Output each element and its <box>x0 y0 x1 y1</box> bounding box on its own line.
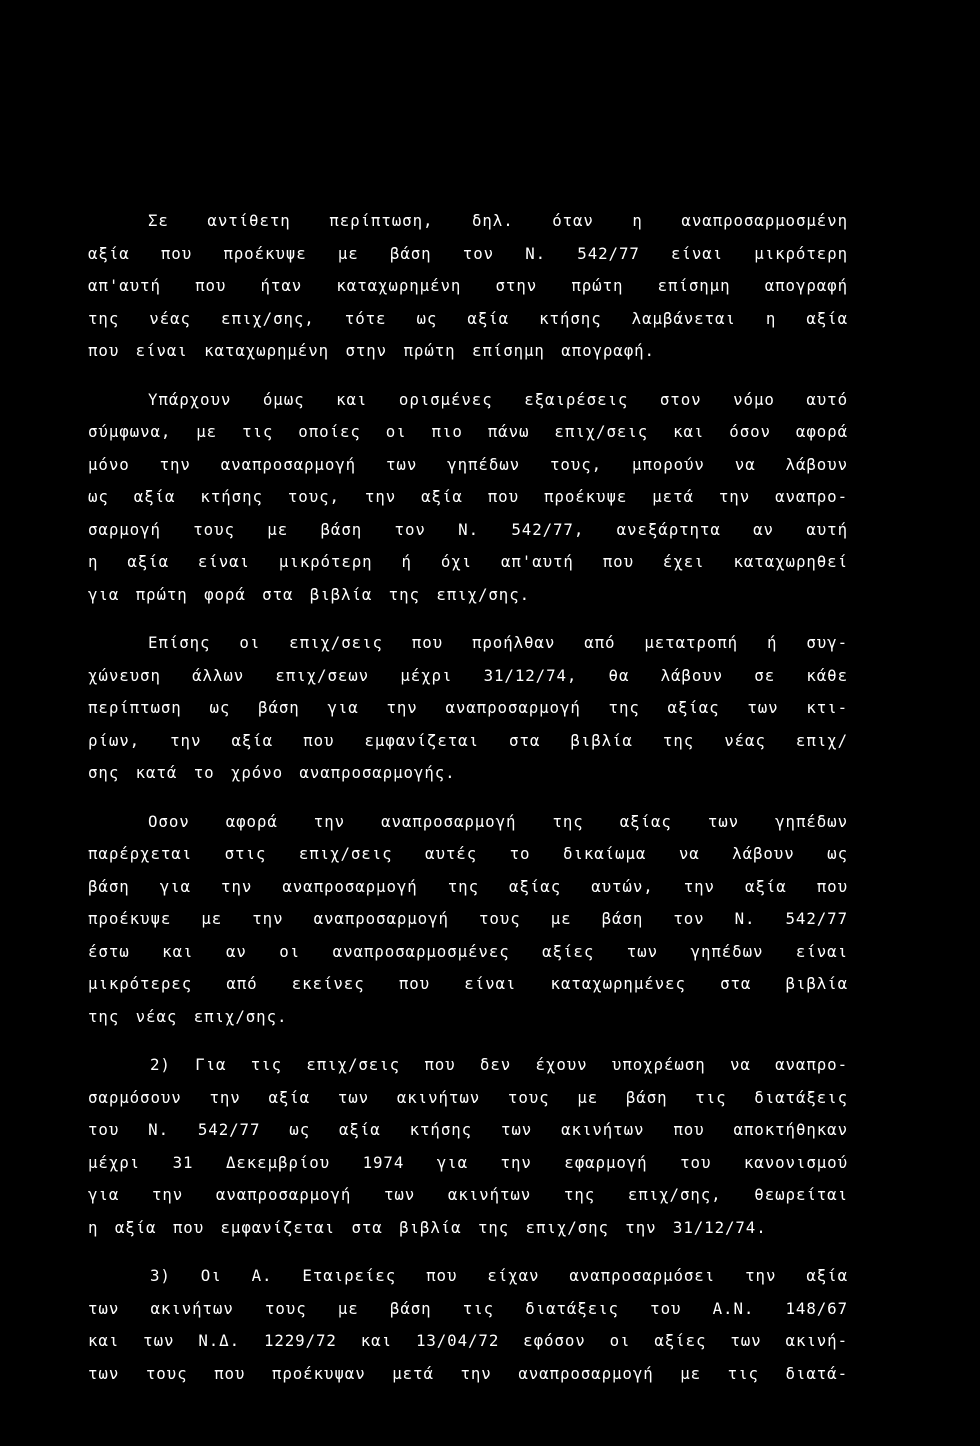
document-body <box>88 205 848 1406</box>
text-line: μόνο την αναπροσαρμογή των γηπέδων τους, μπορούν να λάβουν <box>88 454 848 474</box>
text-line: παρέρχεται στις επιχ/σεις αυτές το δικαίωμα να λάβουν ως <box>88 844 848 863</box>
text-line: απ'αυτή που ήταν καταχωρημένη στην πρώτη επίσημη απογραφή <box>88 276 848 295</box>
text-line: για την αναπροσαρμογή των ακινήτων της επιχ/σης, θεωρείται <box>88 1185 848 1204</box>
text-line: 3) Οι Α. Εταιρείες που είχαν αναπροσαρμόσει την αξία <box>150 1266 848 1285</box>
paragraph-5 <box>88 1049 848 1244</box>
text-line: ρίων, την αξία που εμφανίζεται στα βιβλία της νέας επιχ/ <box>88 730 848 750</box>
text-line: περίπτωση ως βάση για την αναπροσαρμογή της αξίας των κτι- <box>88 698 848 717</box>
text-line: Επίσης οι επιχ/σεις που προήλθαν από μετατροπή ή συγ- <box>148 633 848 652</box>
text-line: και των Ν.Δ. 1229/72 και 13/04/72 εφόσον οι αξίες των ακινή- <box>88 1331 848 1350</box>
paragraph-2 <box>88 384 848 612</box>
text-line: έστω και αν οι αναπροσαρμοσμένες αξίες των γηπέδων είναι <box>88 941 848 961</box>
text-line: προέκυψε με την αναπροσαρμογή τους με βάση τον Ν. 542/77 <box>88 909 848 928</box>
text-line: Σε αντίθετη περίπτωση, δηλ. όταν η αναπροσαρμοσμένη <box>148 211 848 230</box>
paragraph-3 <box>88 627 848 790</box>
text-line: η αξία που εμφανίζεται στα βιβλία της επιχ/σης την 31/12/74. <box>88 1217 767 1237</box>
text-line: 2) Για τις επιχ/σεις που δεν έχουν υποχρέωση να αναπρο- <box>150 1055 848 1074</box>
paragraph-4 <box>88 806 848 1034</box>
text-line: σης κατά το χρόνο αναπροσαρμογής. <box>88 763 456 782</box>
text-line: βάση για την αναπροσαρμογή της αξίας αυτών, την αξία που <box>88 876 848 896</box>
text-line: για πρώτη φορά στα βιβλία της επιχ/σης. <box>88 584 531 604</box>
text-line: σύμφωνα, με τις οποίες οι πιο πάνω επιχ/σεις και όσον αφορά <box>88 422 848 441</box>
text-line: Υπάρχουν όμως και ορισμένες εξαιρέσεις στον νόμο αυτό <box>148 389 848 409</box>
text-line: μικρότερες από εκείνες που είναι καταχωρημένες στα βιβλία <box>88 974 848 993</box>
text-line: της νέας επιχ/σης. <box>88 1006 288 1026</box>
text-line: η αξία είναι μικρότερη ή όχι απ'αυτή που έχει καταχωρηθεί <box>88 552 848 571</box>
text-line: των τους που προέκυψαν μετά την αναπροσαρμογή με τις διατά- <box>88 1363 848 1383</box>
paragraph-6 <box>88 1260 848 1390</box>
text-line: Οσον αφορά την αναπροσαρμογή της αξίας των γηπέδων <box>148 811 848 831</box>
text-line: της νέας επιχ/σης, τότε ως αξία κτήσης λαμβάνεται η αξία <box>88 308 848 328</box>
text-line: του Ν. 542/77 ως αξία κτήσης των ακινήτων που αποκτήθηκαν <box>88 1120 848 1139</box>
text-line: ως αξία κτήσης τους, την αξία που προέκυψε μετά την αναπρο- <box>88 487 848 506</box>
text-line: μέχρι 31 Δεκεμβρίου 1974 για την εφαρμογή του κανονισμού <box>88 1152 848 1172</box>
text-line: σαρμόσουν την αξία των ακινήτων τους με βάση τις διατάξεις <box>88 1087 848 1107</box>
text-line: αξία που προέκυψε με βάση τον Ν. 542/77 είναι μικρότερη <box>88 243 848 263</box>
text-line: σαρμογή τους με βάση τον Ν. 542/77, ανεξάρτητα αν αυτή <box>88 519 848 539</box>
paragraph-1 <box>88 205 848 368</box>
text-line: των ακινήτων τους με βάση τις διατάξεις του Α.Ν. 148/67 <box>88 1298 848 1318</box>
text-line: χώνευση άλλων επιχ/σεων μέχρι 31/12/74, θα λάβουν σε κάθε <box>88 665 848 685</box>
text-line: που είναι καταχωρημένη στην πρώτη επίσημη απογραφή. <box>88 341 655 360</box>
